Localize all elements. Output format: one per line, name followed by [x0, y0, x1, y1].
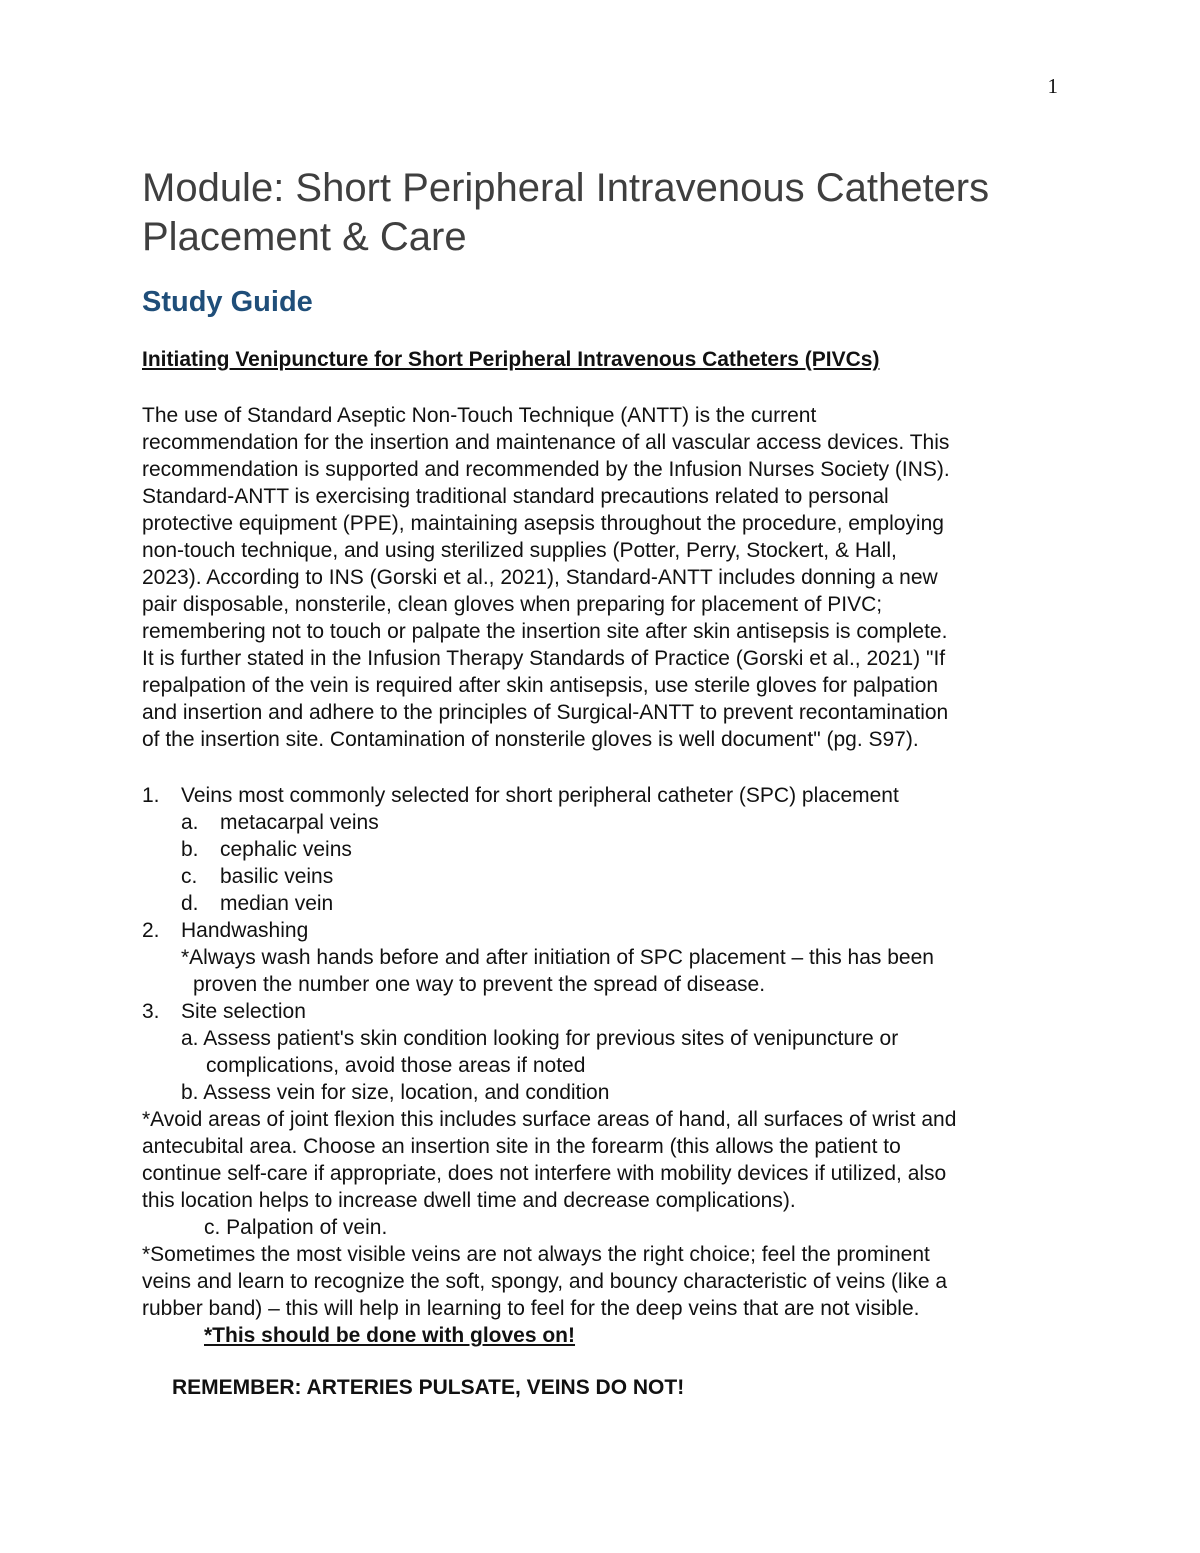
page-title	[142, 164, 1082, 262]
site-selection-sub-a: a. Assess patient's skin condition looking for previous sites of venipuncture or	[181, 1027, 899, 1050]
sub-list-item	[142, 863, 1082, 890]
study-guide-heading: Study Guide	[142, 286, 313, 318]
paragraph-line: remembering not to touch or palpate the insertion site after skin antisepsis is complete.	[142, 620, 948, 643]
list-number: 3.	[142, 1000, 160, 1023]
joint-flexion-note: continue self-care if appropriate, does not interfere with mobility devices if utilized, also	[142, 1162, 947, 1185]
palpation-note: *Sometimes the most visible veins are not always the right choice; feel the prominent	[142, 1243, 930, 1266]
gloves-note: *This should be done with gloves on!	[204, 1324, 576, 1347]
paragraph-line: The use of Standard Aseptic Non-Touch Technique (ANTT) is the current	[142, 404, 817, 427]
sub-list-text: basilic veins	[220, 865, 334, 888]
list-number: 2.	[142, 919, 160, 942]
title-line-2: Placement & Care	[142, 215, 467, 259]
remember-note: REMEMBER: ARTERIES PULSATE, VEINS DO NOT!	[172, 1376, 685, 1399]
list-item-text: Handwashing	[181, 919, 309, 942]
site-selection-sub-a: complications, avoid those areas if noted	[206, 1054, 586, 1077]
intro-paragraph	[142, 402, 1082, 753]
palpation-note: rubber band) – this will help in learning to feel for the deep veins that are not visible.	[142, 1297, 920, 1320]
section-heading: Initiating Venipuncture for Short Peripheral Intravenous Catheters (PIVCs)	[142, 348, 880, 371]
sub-list-text: cephalic veins	[220, 838, 352, 861]
paragraph-line: It is further stated in the Infusion Therapy Standards of Practice (Gorski et al., 2021) "If	[142, 647, 946, 670]
sub-list-letter: a.	[181, 811, 199, 834]
paragraph-line: non-touch technique, and using sterilized supplies (Potter, Perry, Stockert, & Hall,	[142, 539, 897, 562]
numbered-list	[142, 782, 1082, 1349]
title-line-1: Module: Short Peripheral Intravenous Catheters	[142, 166, 990, 210]
sub-list-letter: d.	[181, 892, 199, 915]
list-item-text: Site selection	[181, 1000, 306, 1023]
page-number: 1	[1047, 74, 1058, 98]
paragraph-line: recommendation for the insertion and maintenance of all vascular access devices. This	[142, 431, 950, 454]
handwashing-note: proven the number one way to prevent the spread of disease.	[193, 973, 766, 996]
list-item	[142, 998, 1082, 1025]
handwashing-note: *Always wash hands before and after initiation of SPC placement – this has been	[181, 946, 934, 969]
joint-flexion-note: this location helps to increase dwell time and decrease complications).	[142, 1189, 796, 1212]
site-selection-sub-c: c. Palpation of vein.	[204, 1216, 388, 1239]
paragraph-line: recommendation is supported and recommended by the Infusion Nurses Society (INS).	[142, 458, 950, 481]
site-selection-sub-b: b. Assess vein for size, location, and condition	[181, 1081, 610, 1104]
paragraph-line: pair disposable, nonsterile, clean gloves when preparing for placement of PIVC;	[142, 593, 883, 616]
paragraph-line: protective equipment (PPE), maintaining asepsis throughout the procedure, employing	[142, 512, 944, 535]
sub-list-item	[142, 836, 1082, 863]
sub-list-item	[142, 809, 1082, 836]
paragraph-line: 2023). According to INS (Gorski et al., 2021), Standard-ANTT includes donning a new	[142, 566, 938, 589]
paragraph-line: of the insertion site. Contamination of nonsterile gloves is well document" (pg. S97).	[142, 728, 919, 751]
palpation-note: veins and learn to recognize the soft, spongy, and bouncy characteristic of veins (like a	[142, 1270, 948, 1293]
joint-flexion-note: *Avoid areas of joint flexion this includes surface areas of hand, all surfaces of wrist and	[142, 1108, 957, 1131]
sub-list-text: median vein	[220, 892, 334, 915]
list-item	[142, 917, 1082, 944]
paragraph-line: repalpation of the vein is required after skin antisepsis, use sterile gloves for palpation	[142, 674, 939, 697]
sub-list-text: metacarpal veins	[220, 811, 379, 834]
list-item-text: Veins most commonly selected for short peripheral catheter (SPC) placement	[181, 784, 899, 807]
paragraph-line: and insertion and adhere to the principles of Surgical-ANTT to prevent recontamination	[142, 701, 949, 724]
list-number: 1.	[142, 784, 160, 807]
sub-list-letter: c.	[181, 865, 198, 888]
sub-list-letter: b.	[181, 838, 199, 861]
sub-list-item	[142, 890, 1082, 917]
joint-flexion-note: antecubital area. Choose an insertion site in the forearm (this allows the patient to	[142, 1135, 901, 1158]
paragraph-line: Standard-ANTT is exercising traditional standard precautions related to personal	[142, 485, 889, 508]
list-item	[142, 782, 1082, 809]
